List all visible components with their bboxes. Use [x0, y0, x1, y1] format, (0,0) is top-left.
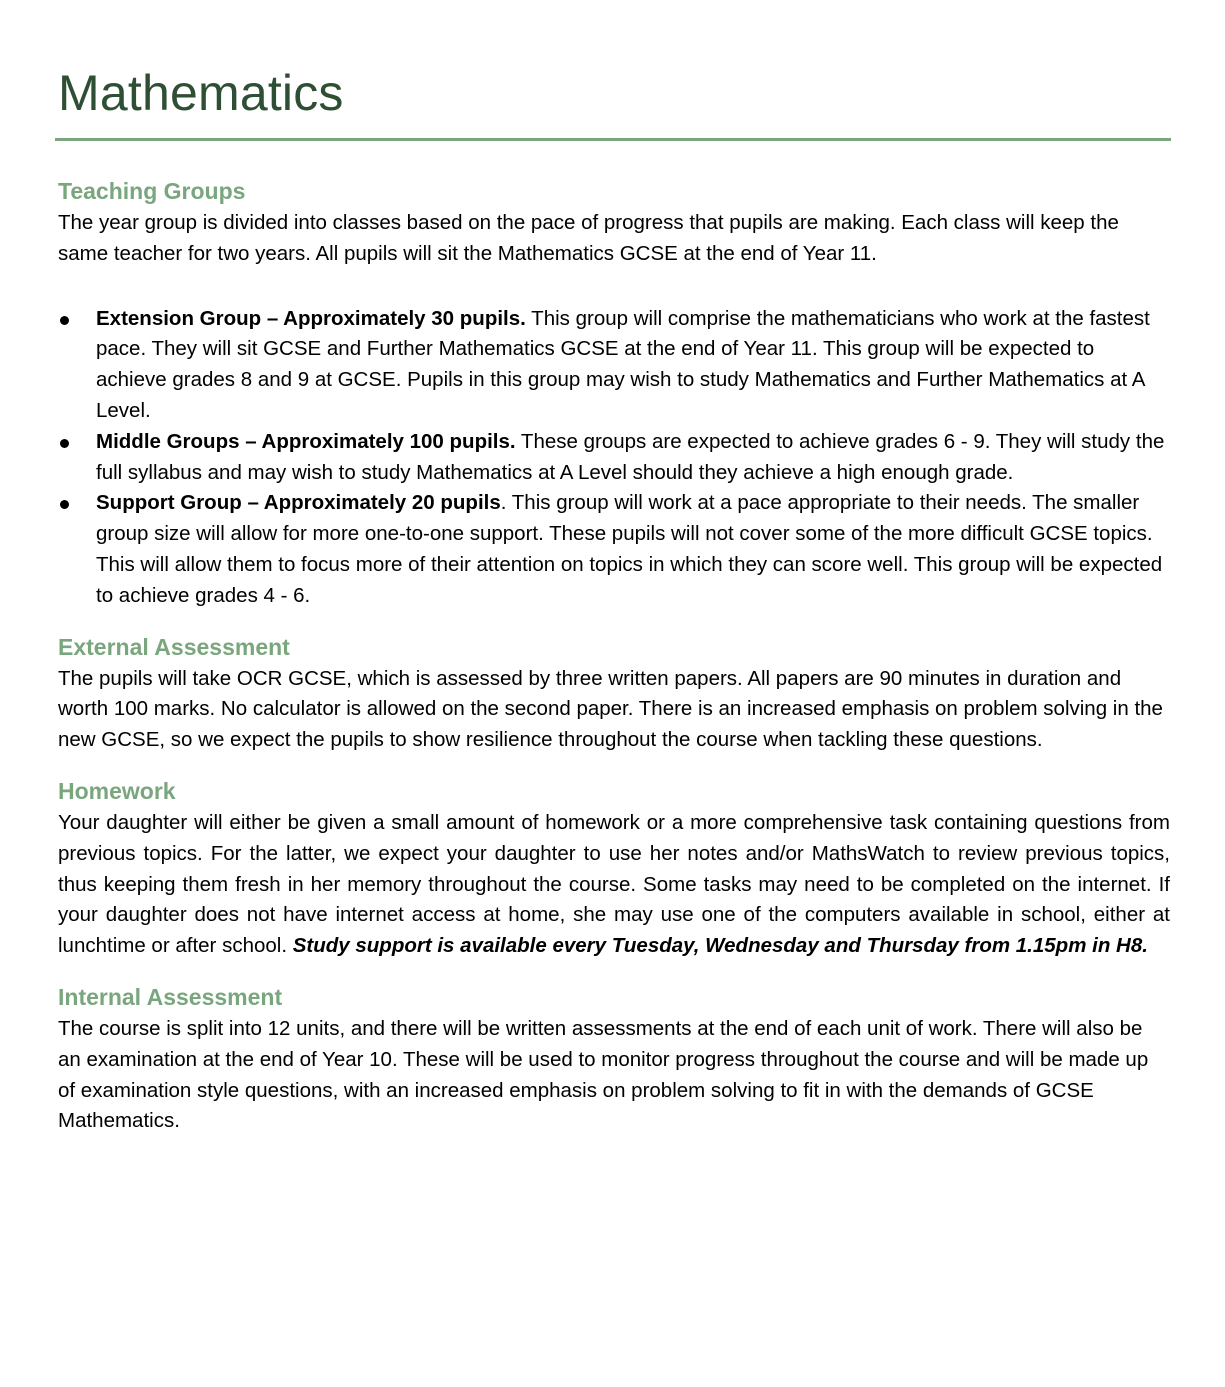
section-heading-external-assessment: External Assessment [58, 633, 290, 660]
list-item-middle-groups [58, 427, 1170, 489]
homework-text: Your daughter will either be given a small amount of homework or a more comprehensive task containing questions from previous topics. For the latter, we expect your daughter to use her notes and/or MathsWatch to review previous topics, thus keeping them fresh in her memory throughout the course. Some tasks may need to be completed on the internet. If your daughter does not have internet access at home, she may use one of the computers available in school, either at lunchtime or after school. [58, 810, 1170, 958]
homework-body [58, 808, 1170, 962]
group-description: These groups are expected to achieve grades 6 - 9. They will study the full syllabus and may wish to study Mathematics at A Level should they achieve a high enough grade. [96, 429, 1165, 484]
page-title: Mathematics [58, 65, 344, 121]
section-heading-homework: Homework [58, 777, 176, 804]
group-name: Support Group – Approximately 20 pupils [96, 491, 501, 515]
document-body [58, 174, 1170, 1137]
section-heading-internal-assessment: Internal Assessment [58, 983, 283, 1010]
group-name: Extension Group – Approximately 30 pupils. [96, 306, 526, 330]
section-homework [58, 774, 1170, 962]
teaching-groups-intro: The year group is divided into classes based on the pace of progress that pupils are making. Each class will keep the same teacher for two years. All pupils will sit the Mathematics GCSE at the end of Year 11. [58, 211, 1119, 265]
group-name: Middle Groups – Approximately 100 pupils. [96, 429, 516, 453]
external-assessment-body: The pupils will take OCR GCSE, which is assessed by three written papers. All papers are 90 minutes in duration and worth 100 marks. No calculator is allowed on the second paper. There is an increased emphasis on problem solving in the new GCSE, so we expect the pupils to show resilience throughout the course when tackling these questions. [58, 666, 1163, 752]
section-teaching-groups [58, 174, 1170, 612]
group-list [58, 304, 1170, 612]
group-description: . This group will work at a pace appropriate to their needs. The smaller group size will allow for more one-to-one support. These pupils will not cover some of the more difficult GCSE topics. This will allow them to focus more of their attention on topics in which they can score well. This group will be expected to achieve grades 4 - 6. [96, 491, 1163, 607]
bullet-icon [60, 316, 69, 325]
section-external-assessment [58, 630, 1170, 756]
list-item-extension-group [58, 304, 1170, 427]
list-item-support-group [58, 488, 1170, 611]
section-heading-teaching-groups: Teaching Groups [58, 178, 246, 204]
internal-assessment-body: The course is split into 12 units, and there will be written assessments at the end of each unit of work. There will also be an examination at the end of Year 10. These will be used to monitor progress throughout the course and will be made up of examination style questions, with an increased emphasis on problem solving to fit in with the demands of GCSE Mathematics. [58, 1016, 1149, 1133]
study-support-note: Study support is available every Tuesday, Wednesday and Thursday from 1.15pm in H8. [292, 934, 1148, 958]
bullet-icon [60, 500, 69, 509]
bullet-icon [60, 439, 69, 448]
title-divider [55, 138, 1171, 141]
section-internal-assessment [58, 980, 1170, 1137]
group-description: This group will comprise the mathematicians who work at the fastest pace. They will sit GCSE and Further Mathematics GCSE at the end of Year 11. This group will be expected to achieve grades 8 and 9 at GCSE. Pupils in this group may wish to study Mathematics and Further Mathematics at A Level. [96, 306, 1150, 422]
